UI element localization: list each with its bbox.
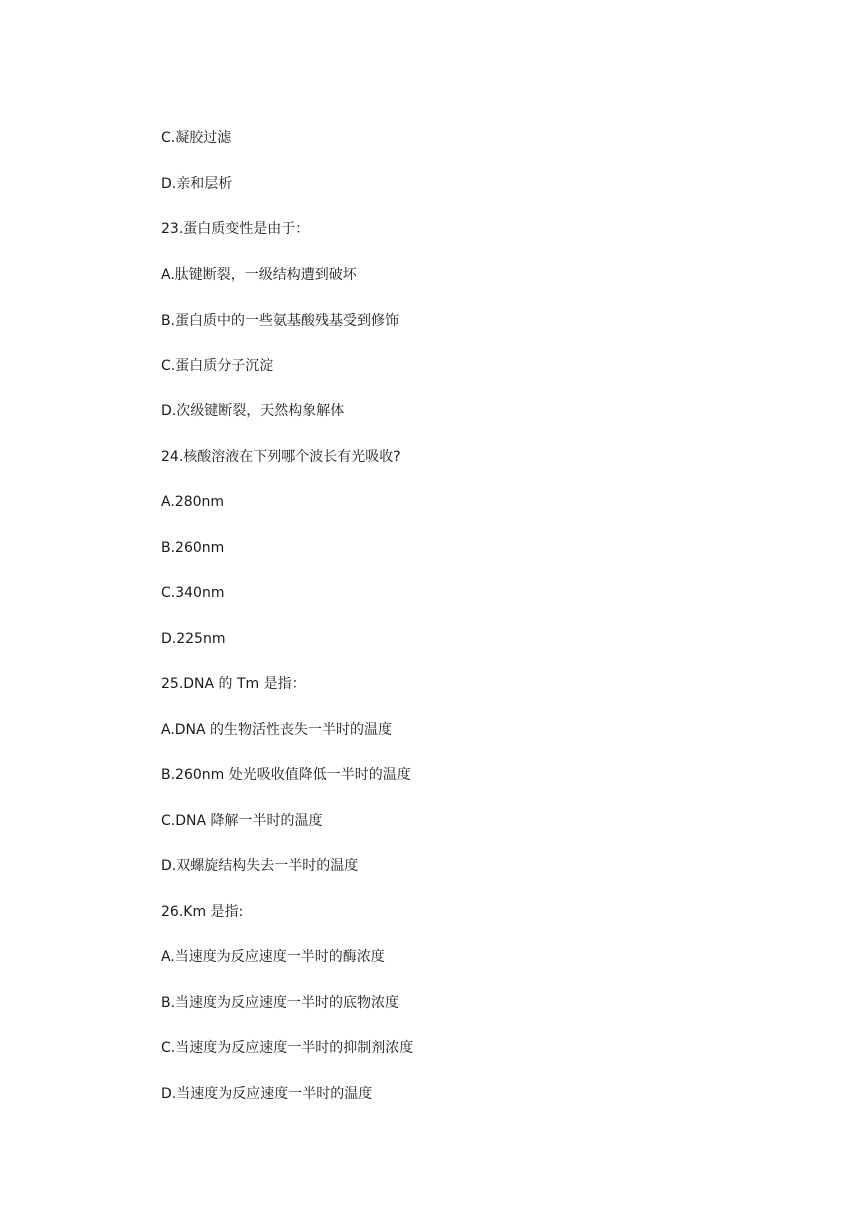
option-line: C.340nm (161, 585, 225, 601)
option-line: D.当速度为反应速度一半时的温度 (161, 1086, 373, 1102)
option-line: A.当速度为反应速度一半时的酶浓度 (161, 949, 385, 965)
option-line: D.亲和层析 (161, 176, 233, 192)
question-line: 23.蛋白质变性是由于： (161, 221, 310, 237)
option-line: C.当速度为反应速度一半时的抑制剂浓度 (161, 1040, 414, 1056)
option-line: C.蛋白质分子沉淀 (161, 358, 274, 374)
option-line: D.225nm (161, 631, 226, 647)
question-line: 24.核酸溶液在下列哪个波长有光吸收? (161, 449, 401, 465)
option-line: C.DNA 降解一半时的温度 (161, 813, 323, 829)
option-line: B.当速度为反应速度一半时的底物浓度 (161, 995, 400, 1011)
option-line: D.双螺旋结构失去一半时的温度 (161, 858, 359, 874)
option-line: B.260nm (161, 540, 225, 556)
question-line: 26.Km 是指: (161, 904, 244, 920)
option-line: C.凝胶过滤 (161, 130, 232, 146)
option-line: A.280nm (161, 494, 225, 510)
question-line: 25.DNA 的 Tm 是指： (161, 676, 306, 692)
option-line: D.次级键断裂，天然构象解体 (161, 403, 345, 419)
option-line: A.DNA 的生物活性丧失一半时的温度 (161, 722, 393, 738)
option-line: B.蛋白质中的一些氨基酸残基受到修饰 (161, 313, 400, 329)
option-line: A.肽键断裂，一级结构遭到破坏 (161, 267, 357, 283)
option-line: B.260nm 处光吸收值降低一半时的温度 (161, 767, 411, 783)
